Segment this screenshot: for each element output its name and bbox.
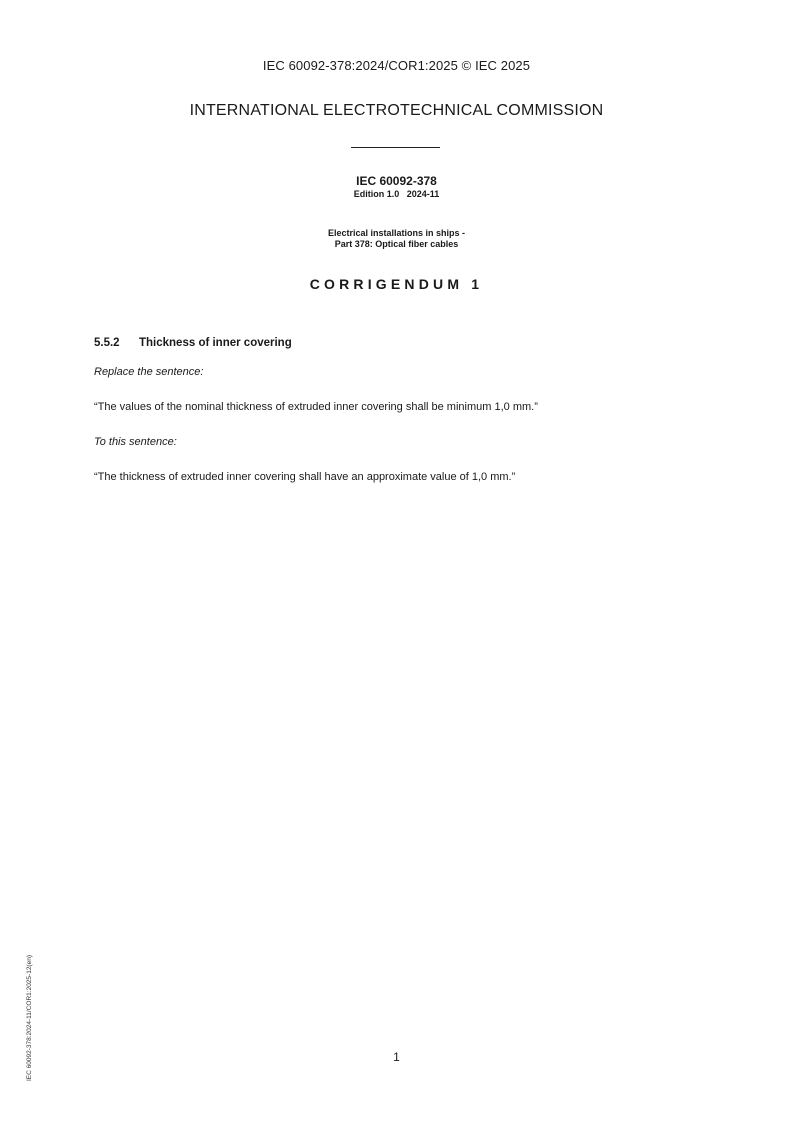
to-instruction: To this sentence: — [94, 436, 177, 448]
document-type-heading: CORRIGENDUM 1 — [309, 276, 484, 292]
section-heading — [94, 337, 714, 349]
standard-number: IEC 60092-378 — [356, 174, 437, 188]
organization-name: INTERNATIONAL ELECTROTECHNICAL COMMISSION — [189, 102, 604, 119]
page-number: 1 — [393, 1050, 400, 1064]
new-sentence: “The thickness of extruded inner covering shall have an approximate value of 1,0 mm.” — [94, 471, 516, 483]
edition-info: Edition 1.0 2024-11 — [353, 189, 440, 199]
section-number: 5.5.2 — [94, 337, 120, 349]
standard-title-line-2: Part 378: Optical fiber cables — [334, 239, 459, 249]
original-sentence: “The values of the nominal thickness of extruded inner covering shall be minimum 1,0 mm.” — [94, 401, 538, 413]
running-header: IEC 60092-378:2024/COR1:2025 © IEC 2025 — [262, 58, 531, 73]
header-divider — [351, 147, 440, 148]
document-reference-code: IEC 60092-378:2024-11/COR1:2025-12(en) — [26, 955, 33, 1081]
standard-title-line-1: Electrical installations in ships - — [327, 228, 466, 238]
replace-instruction: Replace the sentence: — [94, 366, 204, 378]
section-title: Thickness of inner covering — [139, 337, 292, 349]
